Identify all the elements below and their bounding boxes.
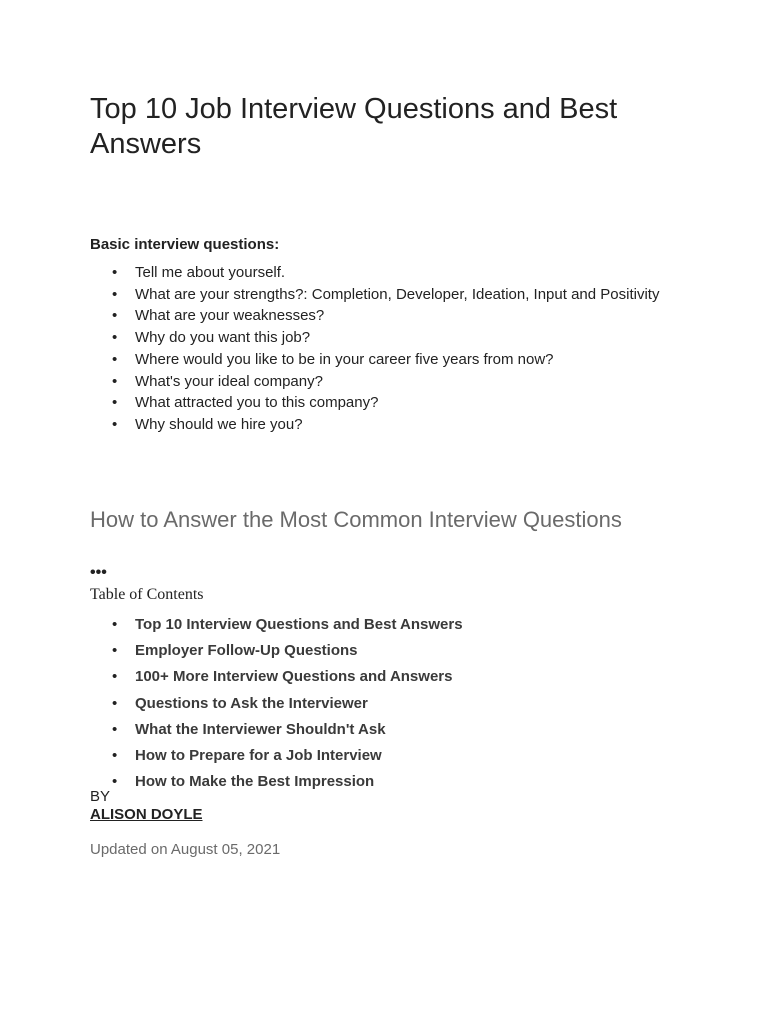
question-text: What attracted you to this company? xyxy=(135,394,379,412)
byline-label: BY xyxy=(90,788,111,805)
question-text: Where would you like to be in your career five years from now? xyxy=(135,350,554,368)
bullet-icon: • xyxy=(112,307,118,325)
bullet-icon: • xyxy=(112,372,118,390)
list-item xyxy=(90,305,730,327)
page-title: Top 10 Job Interview Questions and Best Answers xyxy=(90,93,618,160)
toc-item-best-impression[interactable] xyxy=(90,769,690,795)
bullet-icon: • xyxy=(112,285,118,303)
toc-item-prepare[interactable] xyxy=(90,743,690,769)
bullet-icon: • xyxy=(112,694,118,712)
list-item xyxy=(90,327,730,349)
bullet-icon: • xyxy=(112,668,118,686)
toc-link-label[interactable]: How to Make the Best Impression xyxy=(135,773,375,791)
bullet-icon: • xyxy=(112,264,118,281)
toc-item-top-10-questions[interactable] xyxy=(90,612,690,638)
bullet-icon: • xyxy=(112,415,118,433)
more-options-icon[interactable]: ••• xyxy=(90,564,107,581)
bullet-icon: • xyxy=(112,350,118,368)
list-item xyxy=(90,262,730,284)
bullet-icon: • xyxy=(112,642,118,660)
toc-item-follow-up-questions[interactable] xyxy=(90,638,690,664)
question-text: What are your strengths?: Completion, Developer, Ideation, Input and Positivity xyxy=(135,285,660,303)
question-text: What are your weaknesses? xyxy=(135,307,325,325)
question-text: What's your ideal company? xyxy=(135,372,323,390)
list-item xyxy=(90,349,730,371)
toc-link-label[interactable]: Top 10 Interview Questions and Best Answers xyxy=(135,616,463,633)
list-item xyxy=(90,414,730,436)
question-text: Why do you want this job? xyxy=(135,329,311,347)
toc-item-questions-to-ask[interactable] xyxy=(90,691,690,717)
toc-link-label[interactable]: Questions to Ask the Interviewer xyxy=(135,694,368,712)
bullet-icon: • xyxy=(112,773,118,791)
toc-link-label[interactable]: 100+ More Interview Questions and Answers xyxy=(135,668,453,686)
toc-link-label[interactable]: How to Prepare for a Job Interview xyxy=(135,747,382,765)
bullet-icon: • xyxy=(112,747,118,765)
updated-date: Updated on August 05, 2021 xyxy=(90,841,281,858)
author-link[interactable]: ALISON DOYLE xyxy=(90,806,203,823)
toc-item-shouldnt-ask[interactable] xyxy=(90,717,690,743)
bullet-icon: • xyxy=(112,329,118,347)
list-item xyxy=(90,371,730,393)
toc-link-label[interactable]: What the Interviewer Shouldn't Ask xyxy=(135,720,386,738)
bullet-icon: • xyxy=(112,720,118,738)
bullet-icon: • xyxy=(112,616,118,633)
question-text: Why should we hire you? xyxy=(135,415,303,433)
list-item xyxy=(90,284,730,306)
table-of-contents xyxy=(90,612,690,795)
toc-title: Table of Contents xyxy=(90,586,204,603)
list-item xyxy=(90,392,730,414)
section-subheading: How to Answer the Most Common Interview Questions xyxy=(90,507,622,532)
basic-questions-label: Basic interview questions: xyxy=(90,236,280,253)
toc-link-label[interactable]: Employer Follow-Up Questions xyxy=(135,642,358,660)
bullet-icon: • xyxy=(112,394,118,412)
question-text: Tell me about yourself. xyxy=(135,264,286,281)
toc-item-more-questions[interactable] xyxy=(90,664,690,690)
basic-questions-list xyxy=(90,262,730,436)
